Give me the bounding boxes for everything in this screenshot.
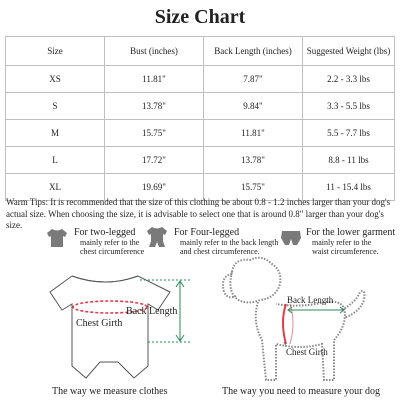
table-row bbox=[6, 147, 395, 174]
header-bust: Bust (inches) bbox=[105, 37, 204, 66]
legend-four-legged-line2: and chest circumference. bbox=[180, 247, 260, 256]
table-row bbox=[6, 66, 395, 93]
legend-two-legged-line2: chest circumference bbox=[80, 247, 145, 256]
dog-tail-outline bbox=[342, 291, 365, 318]
cell-bust: 19.69" bbox=[105, 174, 204, 201]
legend-lower-garment-line1: mainly refer to the bbox=[312, 238, 372, 247]
lower-garment-icon bbox=[280, 230, 302, 246]
table-row bbox=[6, 120, 395, 147]
table-header-row bbox=[6, 37, 395, 66]
dog-head-outline bbox=[230, 258, 280, 303]
cell-bust: 15.75" bbox=[105, 120, 204, 147]
cell-size: XL bbox=[6, 174, 105, 201]
cell-weight: 2.2 - 3.3 lbs bbox=[303, 66, 395, 93]
chest-girth-label: Chest Girth bbox=[76, 318, 123, 329]
legend-two-legged-title: For two-legged bbox=[74, 227, 136, 238]
back-length-label: Back Length bbox=[126, 306, 178, 317]
caption-dog: The way you need to measure your dog bbox=[222, 386, 381, 397]
legend-lower-garment-title: For the lower garment bbox=[306, 227, 396, 238]
legend-four-legged-line1: mainly refer to the back length bbox=[180, 238, 279, 247]
four-legged-garment-icon bbox=[146, 226, 168, 248]
legend-two-legged-line1: mainly refer to the bbox=[80, 238, 140, 247]
warm-tips: Warm Tips: It is recommended that the size of this clothing be about 0.8 - 1.2 inches larger than your dog's actual size. When choosing the size, it is advisable to select one that is around 0.8" larger than your dog's size. bbox=[6, 197, 391, 230]
cell-size: L bbox=[6, 147, 105, 174]
cell-back-length: 9.84" bbox=[204, 93, 303, 120]
legend-four-legged-title: For Four-legged bbox=[174, 227, 240, 238]
cell-back-length: 15.75" bbox=[204, 174, 303, 201]
legend-two-legged bbox=[74, 228, 144, 256]
caption-clothes: The way we measure clothes bbox=[52, 386, 168, 397]
cell-size: M bbox=[6, 120, 105, 147]
dog-back-length-label: Back Length bbox=[287, 295, 334, 305]
cell-back-length: 11.81" bbox=[204, 120, 303, 147]
size-chart-table bbox=[5, 36, 395, 201]
dog-chest-ring bbox=[283, 304, 286, 344]
header-back-length: Back Length (inches) bbox=[204, 37, 303, 66]
cell-size: XS bbox=[6, 66, 105, 93]
cell-weight: 8.8 - 11 lbs bbox=[303, 147, 395, 174]
page-title: Size Chart bbox=[154, 6, 246, 28]
cell-size: S bbox=[6, 93, 105, 120]
cell-bust: 17.72" bbox=[105, 147, 204, 174]
table-row bbox=[6, 93, 395, 120]
cell-weight: 11 - 15.4 lbs bbox=[303, 174, 395, 201]
legend-lower-garment-line2: waist circumference. bbox=[312, 247, 379, 256]
cell-back-length: 7.87" bbox=[204, 66, 303, 93]
dog-body-outline bbox=[256, 302, 345, 380]
cell-bust: 11.81" bbox=[105, 66, 204, 93]
dog-chest-girth-label: Chest Girth bbox=[286, 347, 328, 357]
two-legged-garment-icon bbox=[46, 228, 68, 248]
cell-weight: 3.3 - 5.5 lbs bbox=[303, 93, 395, 120]
cell-bust: 13.78" bbox=[105, 93, 204, 120]
dog-diagram bbox=[210, 252, 390, 387]
header-size: Size bbox=[6, 37, 105, 66]
header-weight: Suggested Weight (lbs) bbox=[303, 37, 395, 66]
cell-back-length: 13.78" bbox=[204, 147, 303, 174]
cell-weight: 5.5 - 7.7 lbs bbox=[303, 120, 395, 147]
